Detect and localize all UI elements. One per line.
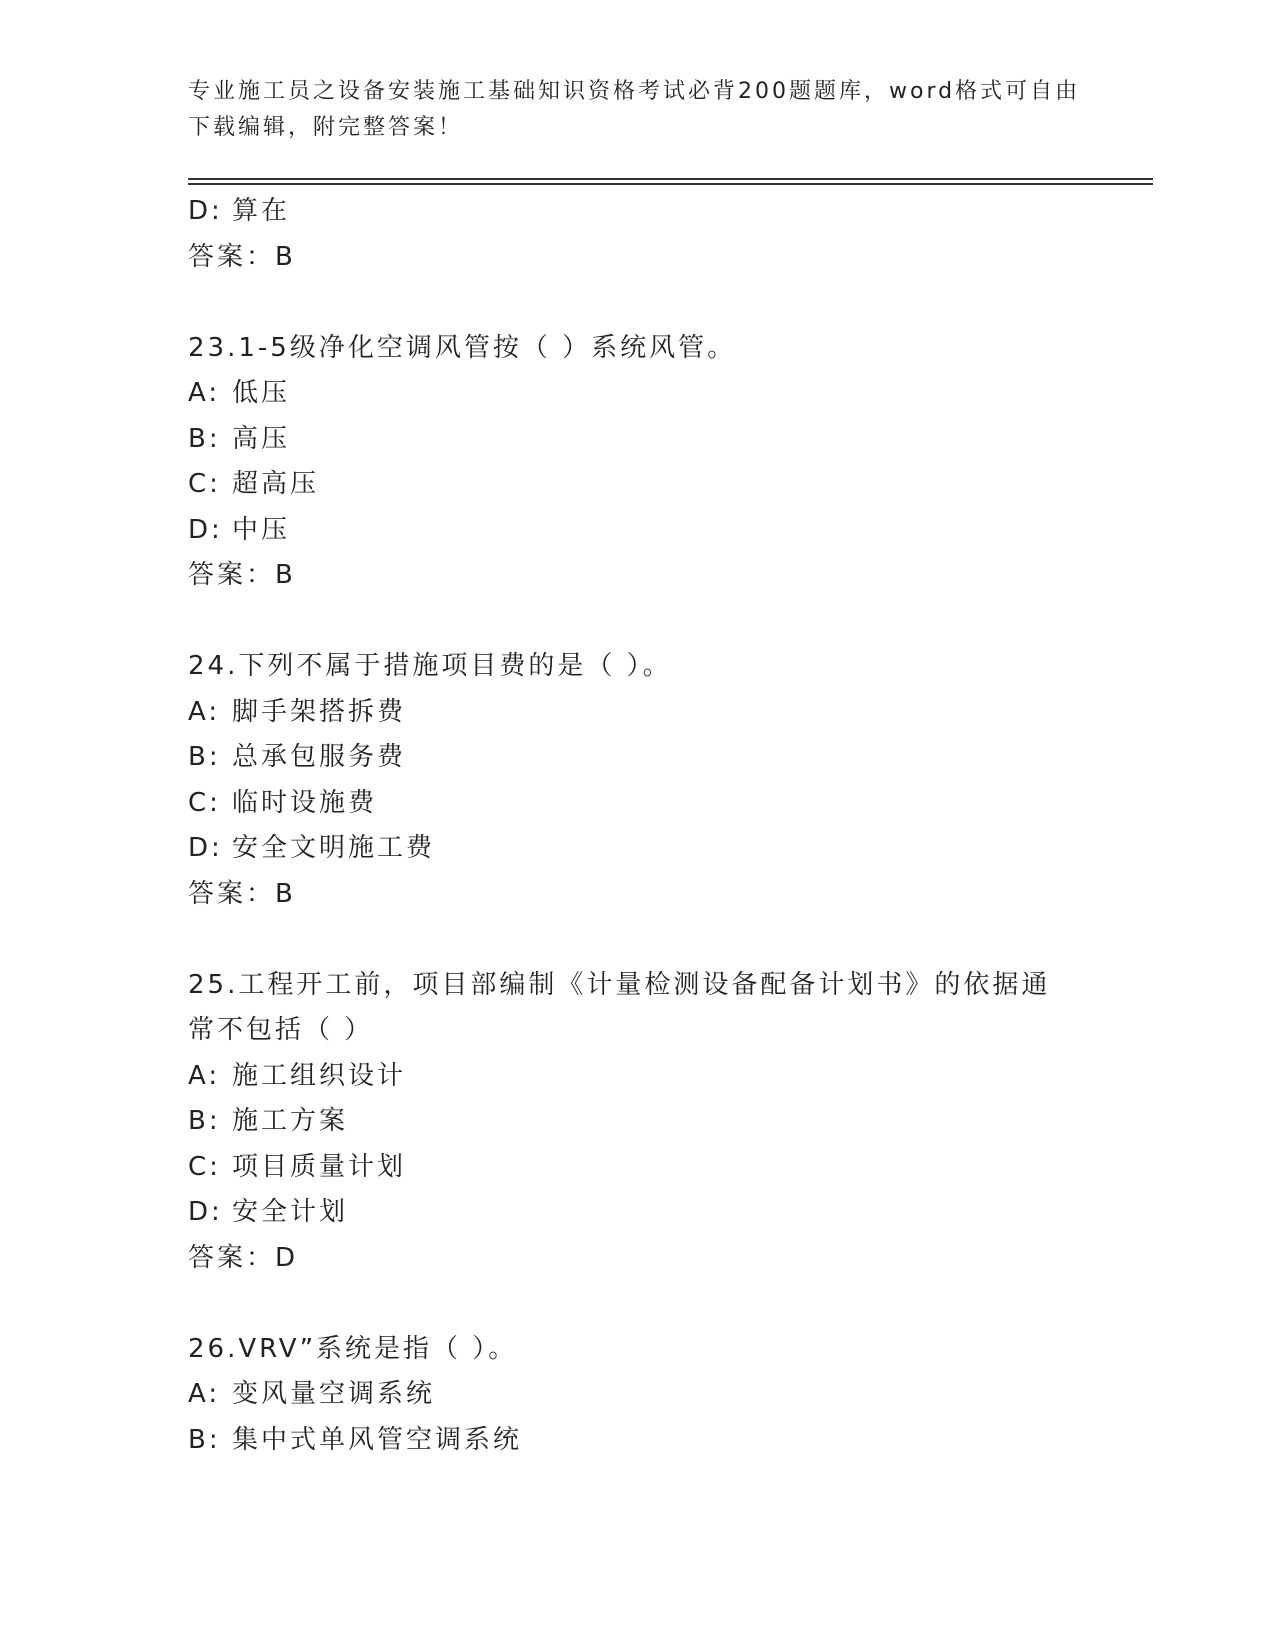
option-row [188, 462, 1088, 508]
option-text: 变风量空调系统 [232, 1379, 436, 1409]
option-text: 低压 [232, 378, 291, 408]
option-letter: C: [188, 1151, 221, 1182]
block-spacer [188, 599, 1088, 645]
option-row [188, 1190, 1088, 1236]
option-text: 安全计划 [232, 1197, 349, 1227]
option-text: 脚手架搭拆费 [232, 696, 407, 727]
option-row [188, 371, 1088, 417]
option-text: 临时设施费 [232, 787, 378, 818]
option-text: 施工方案 [232, 1106, 349, 1136]
block-spacer [188, 280, 1088, 326]
option-letter: A: [188, 378, 221, 408]
option-letter: D: [188, 514, 223, 545]
block-spacer [188, 1281, 1088, 1327]
question-text: 工程开工前，项目部编制《计量检测设备配备计划书》的依据通常不包括（ ） [188, 969, 1051, 1045]
option-row [188, 1054, 1088, 1100]
question-text: 下列不属于措施项目费的是（ ）。 [238, 651, 672, 681]
option-text: 安全文明施工费 [232, 833, 436, 863]
option-row [188, 781, 1088, 827]
option-letter: A: [188, 1379, 221, 1409]
header-divider-top [188, 178, 1153, 180]
question-stem [188, 1327, 1073, 1373]
option-letter: D: [188, 1197, 223, 1227]
option-text: 算在 [232, 196, 291, 226]
answer-line: 答案：B [188, 878, 296, 909]
question-text: 1-5级净化空调风管按（ ）系统风管。 [238, 332, 737, 363]
page-header: 专业施工员之设备安装施工基础知识资格考试必背200题题库，word格式可自由下载编辑，附完整答案！ [188, 79, 1081, 140]
option-row [188, 1099, 1088, 1145]
option-letter: A: [188, 696, 221, 727]
option-text: 高压 [232, 423, 291, 454]
answer-line: 答案：B [188, 560, 296, 590]
option-row [188, 1418, 1088, 1464]
option-row [188, 417, 1088, 463]
option-letter: A: [188, 1060, 221, 1091]
option-text: 集中式单风管空调系统 [232, 1424, 523, 1455]
option-letter: C: [188, 469, 221, 499]
option-text: 施工组织设计 [232, 1060, 407, 1091]
question-stem [188, 644, 1073, 690]
option-row [188, 735, 1088, 781]
block-spacer [188, 917, 1088, 963]
option-row [188, 189, 1088, 235]
answer-line: 答案：B [188, 241, 296, 272]
question-number: 24. [188, 651, 239, 681]
question-list [188, 189, 1088, 1463]
question-stem [188, 963, 1073, 1054]
question-text: VRV”系统是指（ ）。 [238, 1333, 518, 1364]
question-number: 26. [188, 1333, 239, 1364]
header-divider-bottom [188, 183, 1153, 185]
answer-line: 答案：D [188, 1242, 299, 1273]
question-number: 23. [188, 332, 239, 363]
option-row [188, 1145, 1088, 1191]
option-letter: B: [188, 423, 221, 454]
option-text: 中压 [232, 514, 291, 545]
option-letter: D: [188, 196, 223, 226]
option-text: 项目质量计划 [232, 1151, 407, 1182]
option-row [188, 826, 1088, 872]
option-letter: B: [188, 742, 221, 772]
option-text: 总承包服务费 [232, 742, 407, 772]
question-stem [188, 326, 1073, 372]
option-row [188, 508, 1088, 554]
option-row [188, 690, 1088, 736]
option-row [188, 1372, 1088, 1418]
option-text: 超高压 [232, 469, 320, 499]
option-letter: C: [188, 787, 221, 818]
option-letter: B: [188, 1106, 221, 1136]
option-letter: B: [188, 1424, 221, 1455]
option-letter: D: [188, 833, 223, 863]
question-number: 25. [188, 969, 239, 1000]
